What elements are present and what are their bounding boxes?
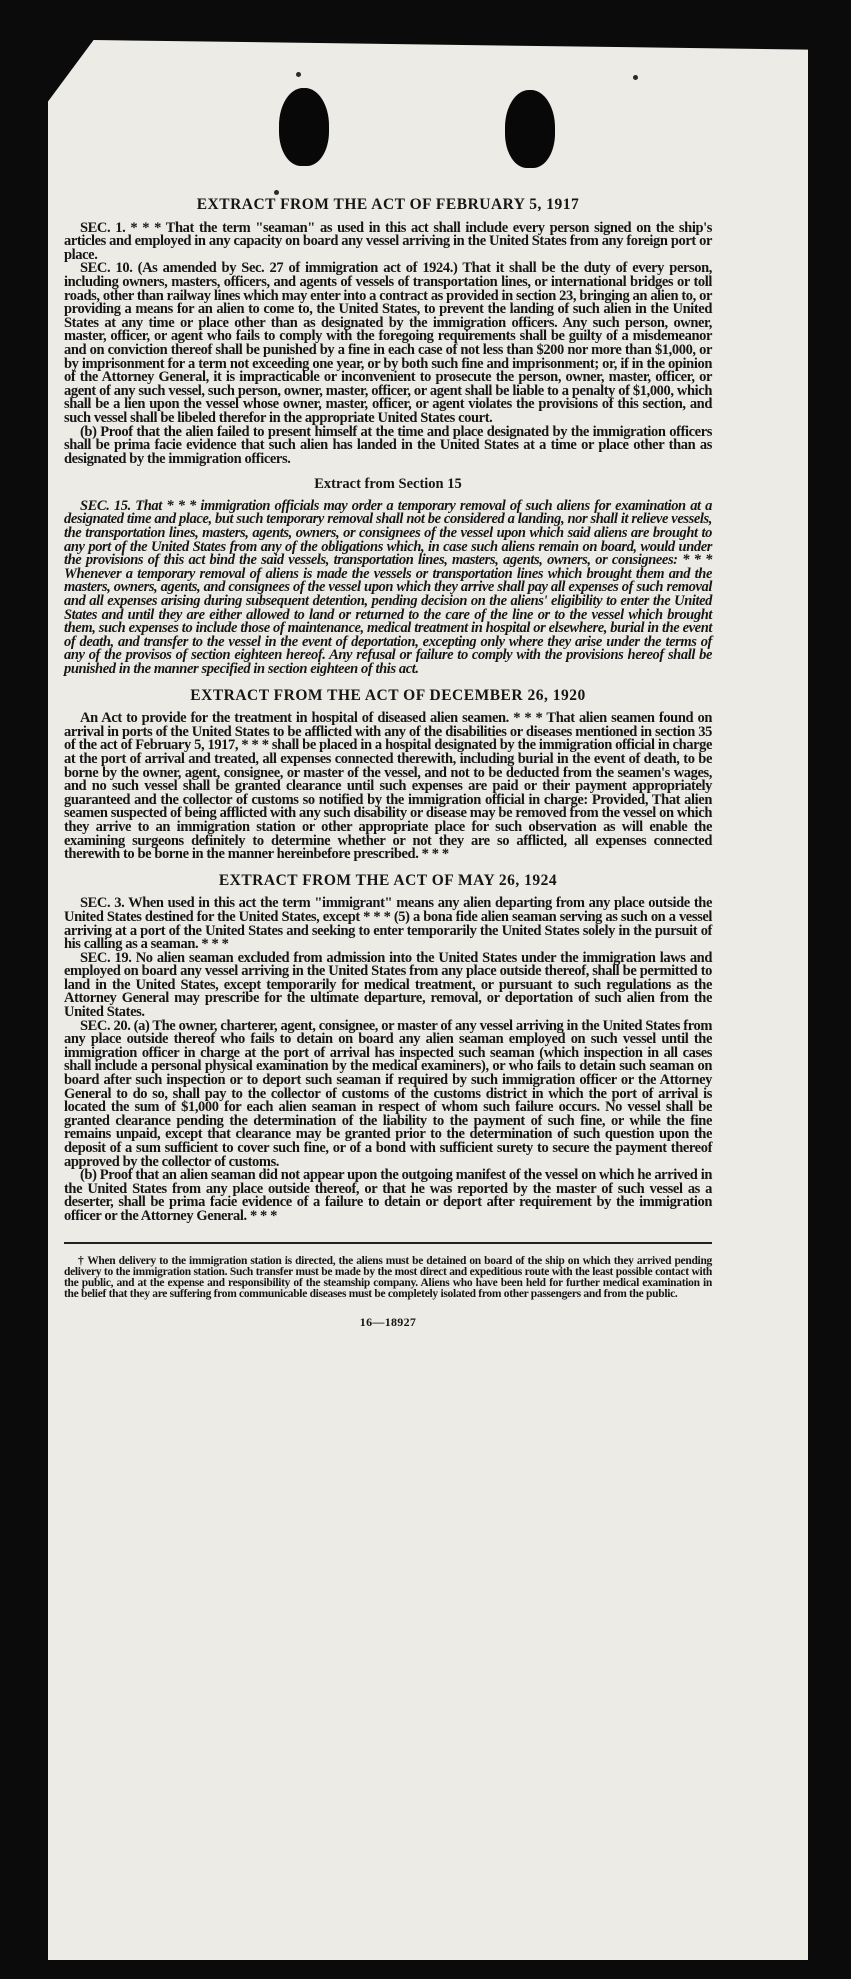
paragraph-sec-10-b: (b) Proof that the alien failed to present himself at the time and place designated by the immigration officers shall be prima facie evidence that such alien has landed in the United States at a time or place other than as designated by the immigration officers. bbox=[64, 423, 712, 467]
paragraph-sec-20: SEC. 20. (a) The owner, charterer, agent, consignee, or master of any vessel arriving in the United States from any place outside thereof who fails to detain on board any alien seaman employed on such vessel until the immigration officer in charge at the port of arrival has inspected such seaman (which inspection in all cases shall include a personal physical examination by the medical examiners), or who fails to detain such seaman on board after such inspection or to deport such seaman if required by such immigration officer or the Attorney General to do so, shall pay to the collector of customs of the customs district in which the port of arrival is located the sum of $1,000 for each alien seaman in respect of whom such failure occurs. No vessel shall be granted clearance pending the determination of the liability to the payment of such fine, or while the fine remains unpaid, except that clearance may be granted prior to the determination of such question upon the deposit of a sum sufficient to cover such fine, or of a bond with sufficient surety to secure the payment thereof approved by the collector of customs. bbox=[64, 1017, 712, 1170]
document-content bbox=[64, 186, 712, 1329]
punch-hole-left bbox=[279, 88, 329, 166]
punch-hole-right bbox=[505, 90, 555, 168]
paragraph-sec-1: SEC. 1. * * * That the term "seaman" as used in this act shall include every person signed on the ship's articles and employed in any capacity on board any vessel arriving in the United States from any foreign port or place. bbox=[64, 219, 712, 263]
paragraph-sec-19: SEC. 19. No alien seaman excluded from admission into the United States under the immigration laws and employed on board any vessel arriving in the United States from any place outside thereof, shall be permitted to land in the United States, except temporarily for medical treatment, or pursuant to such regulations as the Attorney General may prescribe for the ultimate departure, removal, or deportation of such alien from the United States. bbox=[64, 949, 712, 1021]
paragraph-sec-10: SEC. 10. (As amended by Sec. 27 of immigration act of 1924.) That it shall be the duty of every person, including owners, masters, officers, and agents of vessels of transportation lines, or international bridges or toll roads, other than railway lines which may enter into a contract as provided in section 23, bringing an alien to, or providing a means for an alien to come to, the United States, to prevent the landing of such alien in the United States at any time or place other than as designated by the immigration officers. Any such person, owner, master, officer, or agent who fails to comply with the foregoing requirements shall be guilty of a misdemeanor and on conviction thereof shall be punished by a fine in each case of not less than $200 nor more than $1,000, or by imprisonment for a term not exceeding one year, or by both such fine and imprisonment; or, if in the opinion of the Attorney General, it is impracticable or inconvenient to prosecute the person, owner, master, officer, or agent of any such vessel, such person, owner, master, officer, or agent shall be liable to a penalty of $1,000, which shall be a lien upon the vessel whose owner, master, officer, or agent violates the provisions of this section, and such vessel shall be libeled therefor in the appropriate United States court. bbox=[64, 260, 712, 426]
paragraph-act-1920: An Act to provide for the treatment in hospital of diseased alien seamen. * * * That alien seamen found on arrival in ports of the United States to be afflicted with any of the disabilities or diseases mentioned in section 35 of the act of February 5, 1917, * * * shall be placed in a hospital designated by the immigration official in charge at the port of arrival and treated, all expenses connected therewith, including burial in the event of death, to be borne by the owner, agent, consignee, or master of the vessel, and not to be deducted from the seamen's wages, and no such vessel shall be granted clearance until such expenses are paid or their payment appropriately guaranteed and the collector of customs so notified by the immigration official in charge: Provided, That alien seamen suspected of being afflicted with any such disability or disease may be removed from the vessel on which they arrive to an immigration station or other appropriate place for such observation as will enable the examining surgeons definitely to determine whether or not they are so afflicted, all expenses connected therewith to be borne in the manner hereinbefore prescribed. * * * bbox=[64, 710, 712, 863]
paragraph-sec-3: SEC. 3. When used in this act the term "immigrant" means any alien departing from any place outside the United States destined for the United States, except * * * (5) a bona fide alien seaman serving as such on a vessel arriving at a port of the United States and seeking to enter temporarily the United States solely in the pursuit of his calling as a seaman. * * * bbox=[64, 895, 712, 953]
section-heading-1924: EXTRACT FROM THE ACT OF MAY 26, 1924 bbox=[218, 871, 558, 889]
form-number: 16—18927 bbox=[359, 1314, 417, 1329]
footnote-divider bbox=[64, 1242, 712, 1244]
speck bbox=[633, 75, 638, 80]
section-subheading-15: Extract from Section 15 bbox=[314, 476, 462, 493]
section-heading-1917: EXTRACT FROM THE ACT OF FEBRUARY 5, 1917 bbox=[196, 196, 580, 213]
paragraph-sec-20-b: (b) Proof that an alien seaman did not appear upon the outgoing manifest of the vessel on which he arrived in the United States from any place outside thereof, or that he was reported by the master of such vessel as a deserter, shall be prima facie evidence of a failure to detain or deport after requirement by the immigration officer or the Attorney General. * * * bbox=[64, 1167, 712, 1224]
footnote: † When delivery to the immigration station is directed, the aliens must be detained on board of the ship on which they arrived pending delivery to the immigration station. Such transfer must be made by the most direct and expeditious route with the least possible contact with the public, and at the expense and responsibility of the steamship company. Aliens who have been held for further medical examination in the belief that they are suffering from communicable diseases must be completely isolated from other passengers and from the public. bbox=[64, 1254, 712, 1300]
speck bbox=[296, 72, 301, 77]
paragraph-sec-15: SEC. 15. That * * * immigration officials may order a temporary removal of such aliens for examination at a designated time and place, but such temporary removal shall not be considered a landing, nor shall it relieve vessels, the transportation lines, masters, agents, owners, or consignees of the vessel upon which said aliens are brought to any port of the United States from any of the obligations which, in case such aliens remain on board, would under the provisions of this act bind the said vessels, transportation lines, masters, agents, owners, or consignees: * * * Whenever a temporary removal of aliens is made the vessels or transportation lines which brought them and the masters, owners, agents, and consignees of the vessel upon which they arrive shall pay all expenses of such removal and all expenses arising during subsequent detention, pending decision on the aliens' eligibility to enter the United States and until they are either allowed to land or returned to the care of the line or to the vessel which brought them, such expenses to include those of maintenance, medical treatment in hospital or elsewhere, burial in the event of death, and transfer to the vessel in the event of deportation, excepting only where they arise under the terms of any of the provisos of section eighteen hereof. Any refusal or failure to comply with the provisions hereof shall be punished in the manner specified in section eighteen of this act. bbox=[64, 497, 712, 677]
section-heading-1920: EXTRACT FROM THE ACT OF DECEMBER 26, 1920 bbox=[190, 686, 586, 704]
